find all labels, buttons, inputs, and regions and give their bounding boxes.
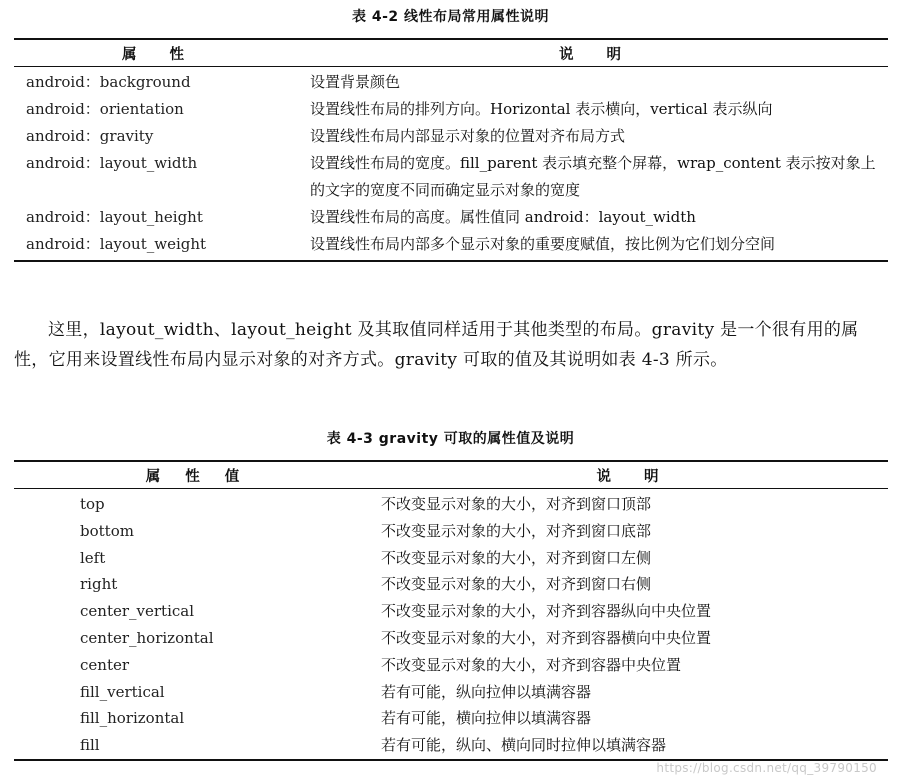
table-4-2-caption: 表 4-2 线性布局常用属性说明 (351, 9, 550, 25)
description-column-header: 说 明 (381, 461, 888, 489)
linear-layout-attributes-table (14, 38, 888, 262)
description-cell: 设置线性布局内部多个显示对象的重要度赋值，按比例为它们划分空间 (310, 235, 776, 253)
table-row (14, 732, 888, 760)
watermark: https://blog.csdn.net/qq_39790150 (656, 761, 877, 775)
table-row (14, 67, 888, 97)
description-cell: 设置线性布局的排列方向。Horizontal 表示横向，vertical 表示纵向 (310, 100, 773, 118)
attribute-cell: android：background (26, 73, 191, 91)
table-header-row (14, 461, 888, 489)
attribute-cell: android：orientation (26, 100, 184, 118)
table-row (14, 518, 888, 545)
description-cell: 设置线性布局的宽度。fill_parent 表示填充整个屏幕，wrap_content 表示按对象上的文字的宽度不同而确定显示对象的宽度 (310, 154, 876, 199)
value-column-header: 属 性 值 (14, 461, 381, 489)
description-cell: 若有可能，纵向、横向同时拉伸以填满容器 (381, 736, 667, 755)
description-cell: 不改变显示对象的大小，对齐到窗口底部 (381, 521, 652, 540)
table-row (14, 598, 888, 625)
description-cell: 不改变显示对象的大小，对齐到容器纵向中央位置 (381, 602, 712, 621)
description-cell: 不改变显示对象的大小，对齐到窗口左侧 (381, 548, 652, 567)
description-cell: 若有可能，纵向拉伸以填满容器 (381, 682, 592, 701)
value-cell: left (80, 548, 106, 567)
body-paragraph: 这里，layout_width、layout_height 及其取值同样适用于其他类型的布局。gravity 是一个很有用的属性，它用来设置线性布局内显示对象的对齐方式。gravity 可取的值及其说明如表 4-3 所示。 (14, 320, 859, 370)
value-cell: fill_horizontal (80, 709, 185, 728)
table-row (14, 489, 888, 518)
table-row (14, 204, 888, 231)
attribute-cell: android：layout_weight (26, 235, 207, 253)
description-cell: 不改变显示对象的大小，对齐到窗口顶部 (381, 495, 652, 513)
attribute-cell: android：layout_height (26, 208, 203, 226)
table-row (14, 625, 888, 652)
value-cell: bottom (80, 521, 134, 540)
table-row (14, 679, 888, 706)
value-cell: center (80, 655, 130, 674)
attribute-cell: android：gravity (26, 127, 154, 145)
table-row (14, 652, 888, 679)
table-row (14, 123, 888, 150)
value-cell: fill_vertical (80, 682, 165, 701)
description-cell: 不改变显示对象的大小，对齐到窗口右侧 (381, 575, 652, 594)
description-cell: 不改变显示对象的大小，对齐到容器横向中央位置 (381, 628, 712, 647)
description-cell: 不改变显示对象的大小，对齐到容器中央位置 (381, 655, 682, 674)
table-row (14, 545, 888, 572)
table-row (14, 96, 888, 123)
table-4-3-caption: 表 4-3 gravity 可取的属性值及说明 (326, 431, 575, 447)
description-cell: 设置线性布局的高度。属性值同 android：layout_width (310, 208, 696, 226)
value-cell: center_vertical (80, 602, 195, 621)
value-cell: right (80, 575, 118, 594)
table-row (14, 150, 888, 204)
table-row (14, 705, 888, 732)
table-row (14, 231, 888, 261)
table-header-row (14, 39, 888, 67)
attribute-column-header: 属 性 (14, 39, 306, 67)
gravity-values-table (14, 460, 888, 761)
description-cell: 若有可能，横向拉伸以填满容器 (381, 709, 592, 728)
table-row (14, 571, 888, 598)
description-cell: 设置线性布局内部显示对象的位置对齐布局方式 (310, 127, 626, 145)
description-column-header: 说 明 (306, 39, 888, 67)
description-cell: 设置背景颜色 (310, 73, 401, 91)
value-cell: fill (80, 736, 100, 755)
value-cell: center_horizontal (80, 628, 214, 647)
value-cell: top (80, 495, 105, 513)
attribute-cell: android：layout_width (26, 154, 198, 172)
